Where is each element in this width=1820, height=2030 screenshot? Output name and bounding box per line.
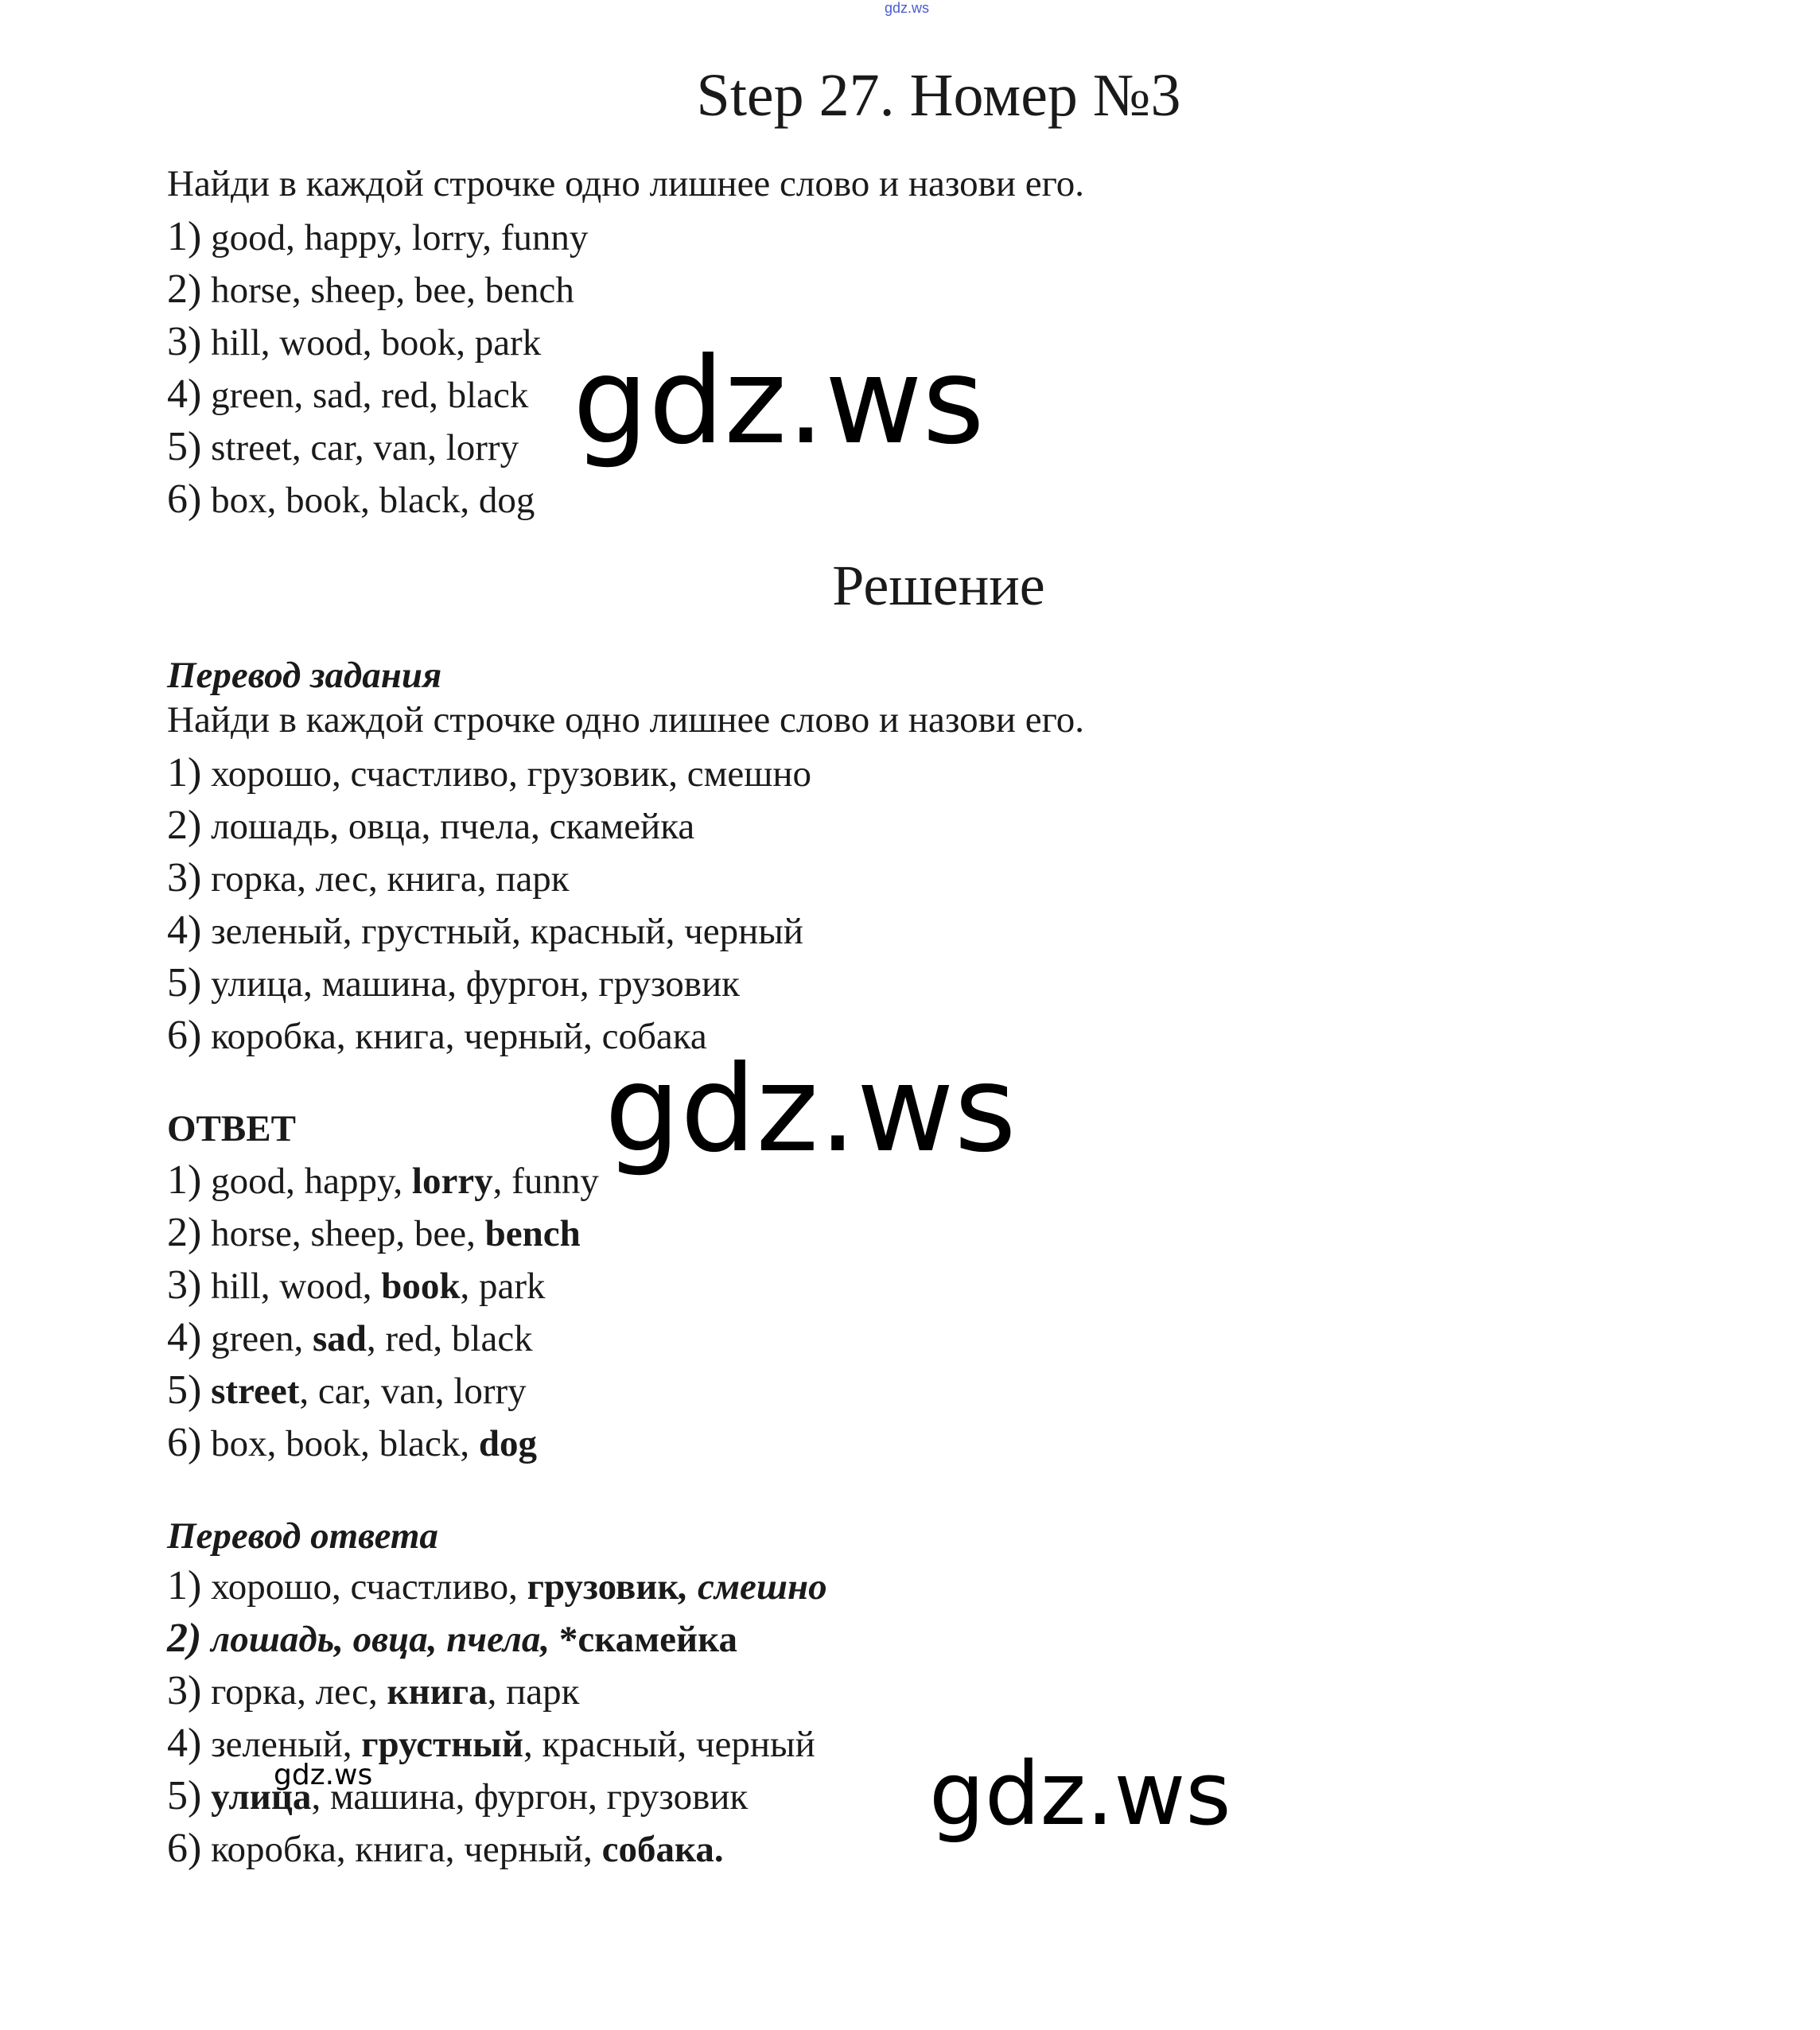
item-text: лошадь, овца, пчела, скамейка xyxy=(211,806,695,847)
translation-task-item-3 xyxy=(167,855,570,900)
item-number: 5) xyxy=(167,960,202,1005)
item-number: 1) xyxy=(167,214,202,259)
item-text-pre: box, book, black, xyxy=(211,1423,479,1464)
item-number: 3) xyxy=(167,855,202,900)
item-number: 1) xyxy=(167,1563,202,1608)
item-number: 1) xyxy=(167,750,202,795)
answer-item-4 xyxy=(167,1317,533,1359)
item-number: 3) xyxy=(167,1668,202,1713)
item-number: 4) xyxy=(167,1315,202,1360)
item-text: коробка, книга, черный, собака xyxy=(211,1016,707,1057)
translation-answer-item-6 xyxy=(167,1828,724,1869)
item-answer-word: street xyxy=(211,1371,300,1412)
task-item-2 xyxy=(167,266,574,312)
translation-task-instruction: Найди в каждой строчке одно лишнее слово и назови его. xyxy=(167,699,1084,741)
item-number: 4) xyxy=(167,908,202,953)
item-number: 1) xyxy=(167,1157,202,1203)
task-instruction: Найди в каждой строчке одно лишнее слово и назови его. xyxy=(167,163,1084,204)
item-number: 4) xyxy=(167,1721,202,1766)
translation-answer-item-3 xyxy=(167,1670,579,1712)
item-text-pre: зеленый, xyxy=(211,1724,362,1765)
item-text-pre: good, happy, xyxy=(211,1161,412,1202)
item-text: green, sad, red, black xyxy=(211,375,529,416)
item-text-bold-italic: , смешно xyxy=(679,1566,827,1608)
watermark-small: gdz.ws xyxy=(274,1759,373,1791)
item-text-post: , машина, фургон, грузовик xyxy=(311,1776,749,1818)
item-number: 5) xyxy=(167,1773,202,1818)
item-text-pre: хорошо, счастливо, xyxy=(211,1566,527,1608)
item-number: 2) xyxy=(167,803,202,848)
translation-answer-item-5 xyxy=(167,1775,748,1817)
item-text-pre: horse, sheep, bee, xyxy=(211,1213,485,1254)
task-item-4 xyxy=(167,371,529,417)
item-text-post: , красный, черный xyxy=(523,1724,815,1765)
item-number: 6) xyxy=(167,1013,202,1058)
item-answer-word: улица xyxy=(211,1776,312,1818)
item-answer-word: lorry xyxy=(411,1161,493,1202)
translation-answer-item-4 xyxy=(167,1723,815,1764)
item-number: 3) xyxy=(167,1262,202,1308)
item-text-post: , парк xyxy=(487,1671,580,1713)
translation-task-item-4 xyxy=(167,910,803,951)
watermark-logo: gdz.ws xyxy=(929,1743,1231,1845)
item-text-pre: green, xyxy=(211,1318,313,1359)
item-text-post: , red, black xyxy=(366,1318,533,1359)
answer-item-5 xyxy=(167,1367,527,1413)
item-number: 6) xyxy=(167,1420,202,1465)
translation-task-item-5 xyxy=(167,962,740,1004)
item-answer-word: собака. xyxy=(601,1829,724,1870)
item-text-post: , car, van, lorry xyxy=(299,1371,527,1412)
item-text-post: , park xyxy=(460,1266,546,1307)
task-item-1 xyxy=(167,216,588,258)
item-number: 2) xyxy=(167,1616,202,1661)
answer-item-1 xyxy=(167,1157,599,1203)
item-number: 6) xyxy=(167,1826,202,1871)
item-number: 3) xyxy=(167,319,202,364)
answer-item-2 xyxy=(167,1212,581,1254)
answer-item-6 xyxy=(167,1422,537,1464)
watermark-logo: gdz.ws xyxy=(573,332,985,471)
task-item-6 xyxy=(167,476,535,522)
item-text-pre: hill, wood, xyxy=(211,1266,382,1307)
item-text-bold-italic: лошадь, овца, пчела, xyxy=(211,1619,559,1660)
item-text: box, book, black, dog xyxy=(211,480,535,521)
item-number: 2) xyxy=(167,266,202,312)
translation-answer-heading: Перевод ответа xyxy=(167,1515,438,1557)
item-number: 6) xyxy=(167,476,202,522)
translation-task-heading: Перевод задания xyxy=(167,655,442,696)
item-text-pre: коробка, книга, черный, xyxy=(211,1829,602,1870)
translation-answer-item-1 xyxy=(167,1565,827,1607)
solution-title: Решение xyxy=(832,554,1045,617)
item-text: good, happy, lorry, funny xyxy=(211,217,589,259)
item-number: 5) xyxy=(167,424,202,469)
item-answer-word: *скамейка xyxy=(558,1619,737,1660)
item-text-pre: горка, лес, xyxy=(211,1671,387,1713)
item-number: 4) xyxy=(167,371,202,417)
answer-item-3 xyxy=(167,1262,546,1308)
task-item-5 xyxy=(167,426,519,468)
item-text: street, car, van, lorry xyxy=(211,427,519,469)
item-text: хорошо, счастливо, грузовик, смешно xyxy=(211,753,812,795)
item-answer-word: грустный xyxy=(361,1724,523,1765)
item-number: 5) xyxy=(167,1367,202,1413)
item-answer-word: book xyxy=(381,1266,461,1307)
page-title: Step 27. Номер №3 xyxy=(696,62,1181,129)
translation-answer-item-2 xyxy=(167,1618,737,1659)
item-text: горка, лес, книга, парк xyxy=(211,858,570,900)
item-text: hill, wood, book, park xyxy=(211,322,542,364)
answer-heading: ОТВЕТ xyxy=(167,1108,296,1149)
item-answer-word: sad xyxy=(312,1318,367,1359)
watermark-logo: gdz.ws xyxy=(605,1040,1017,1179)
item-text-post: , funny xyxy=(492,1161,599,1202)
item-answer-word: грузовик xyxy=(527,1566,679,1608)
top-watermark: gdz.ws xyxy=(885,0,930,16)
item-answer-word: книга xyxy=(387,1671,488,1713)
item-answer-word: bench xyxy=(484,1213,581,1254)
task-item-3 xyxy=(167,321,541,363)
item-text: улица, машина, фургон, грузовик xyxy=(211,963,740,1005)
translation-task-item-1 xyxy=(167,752,811,794)
item-answer-word: dog xyxy=(478,1423,537,1464)
item-number: 2) xyxy=(167,1210,202,1255)
item-text: зеленый, грустный, красный, черный xyxy=(211,911,803,952)
item-text: horse, sheep, bee, bench xyxy=(211,270,574,311)
translation-task-item-2 xyxy=(167,805,694,846)
